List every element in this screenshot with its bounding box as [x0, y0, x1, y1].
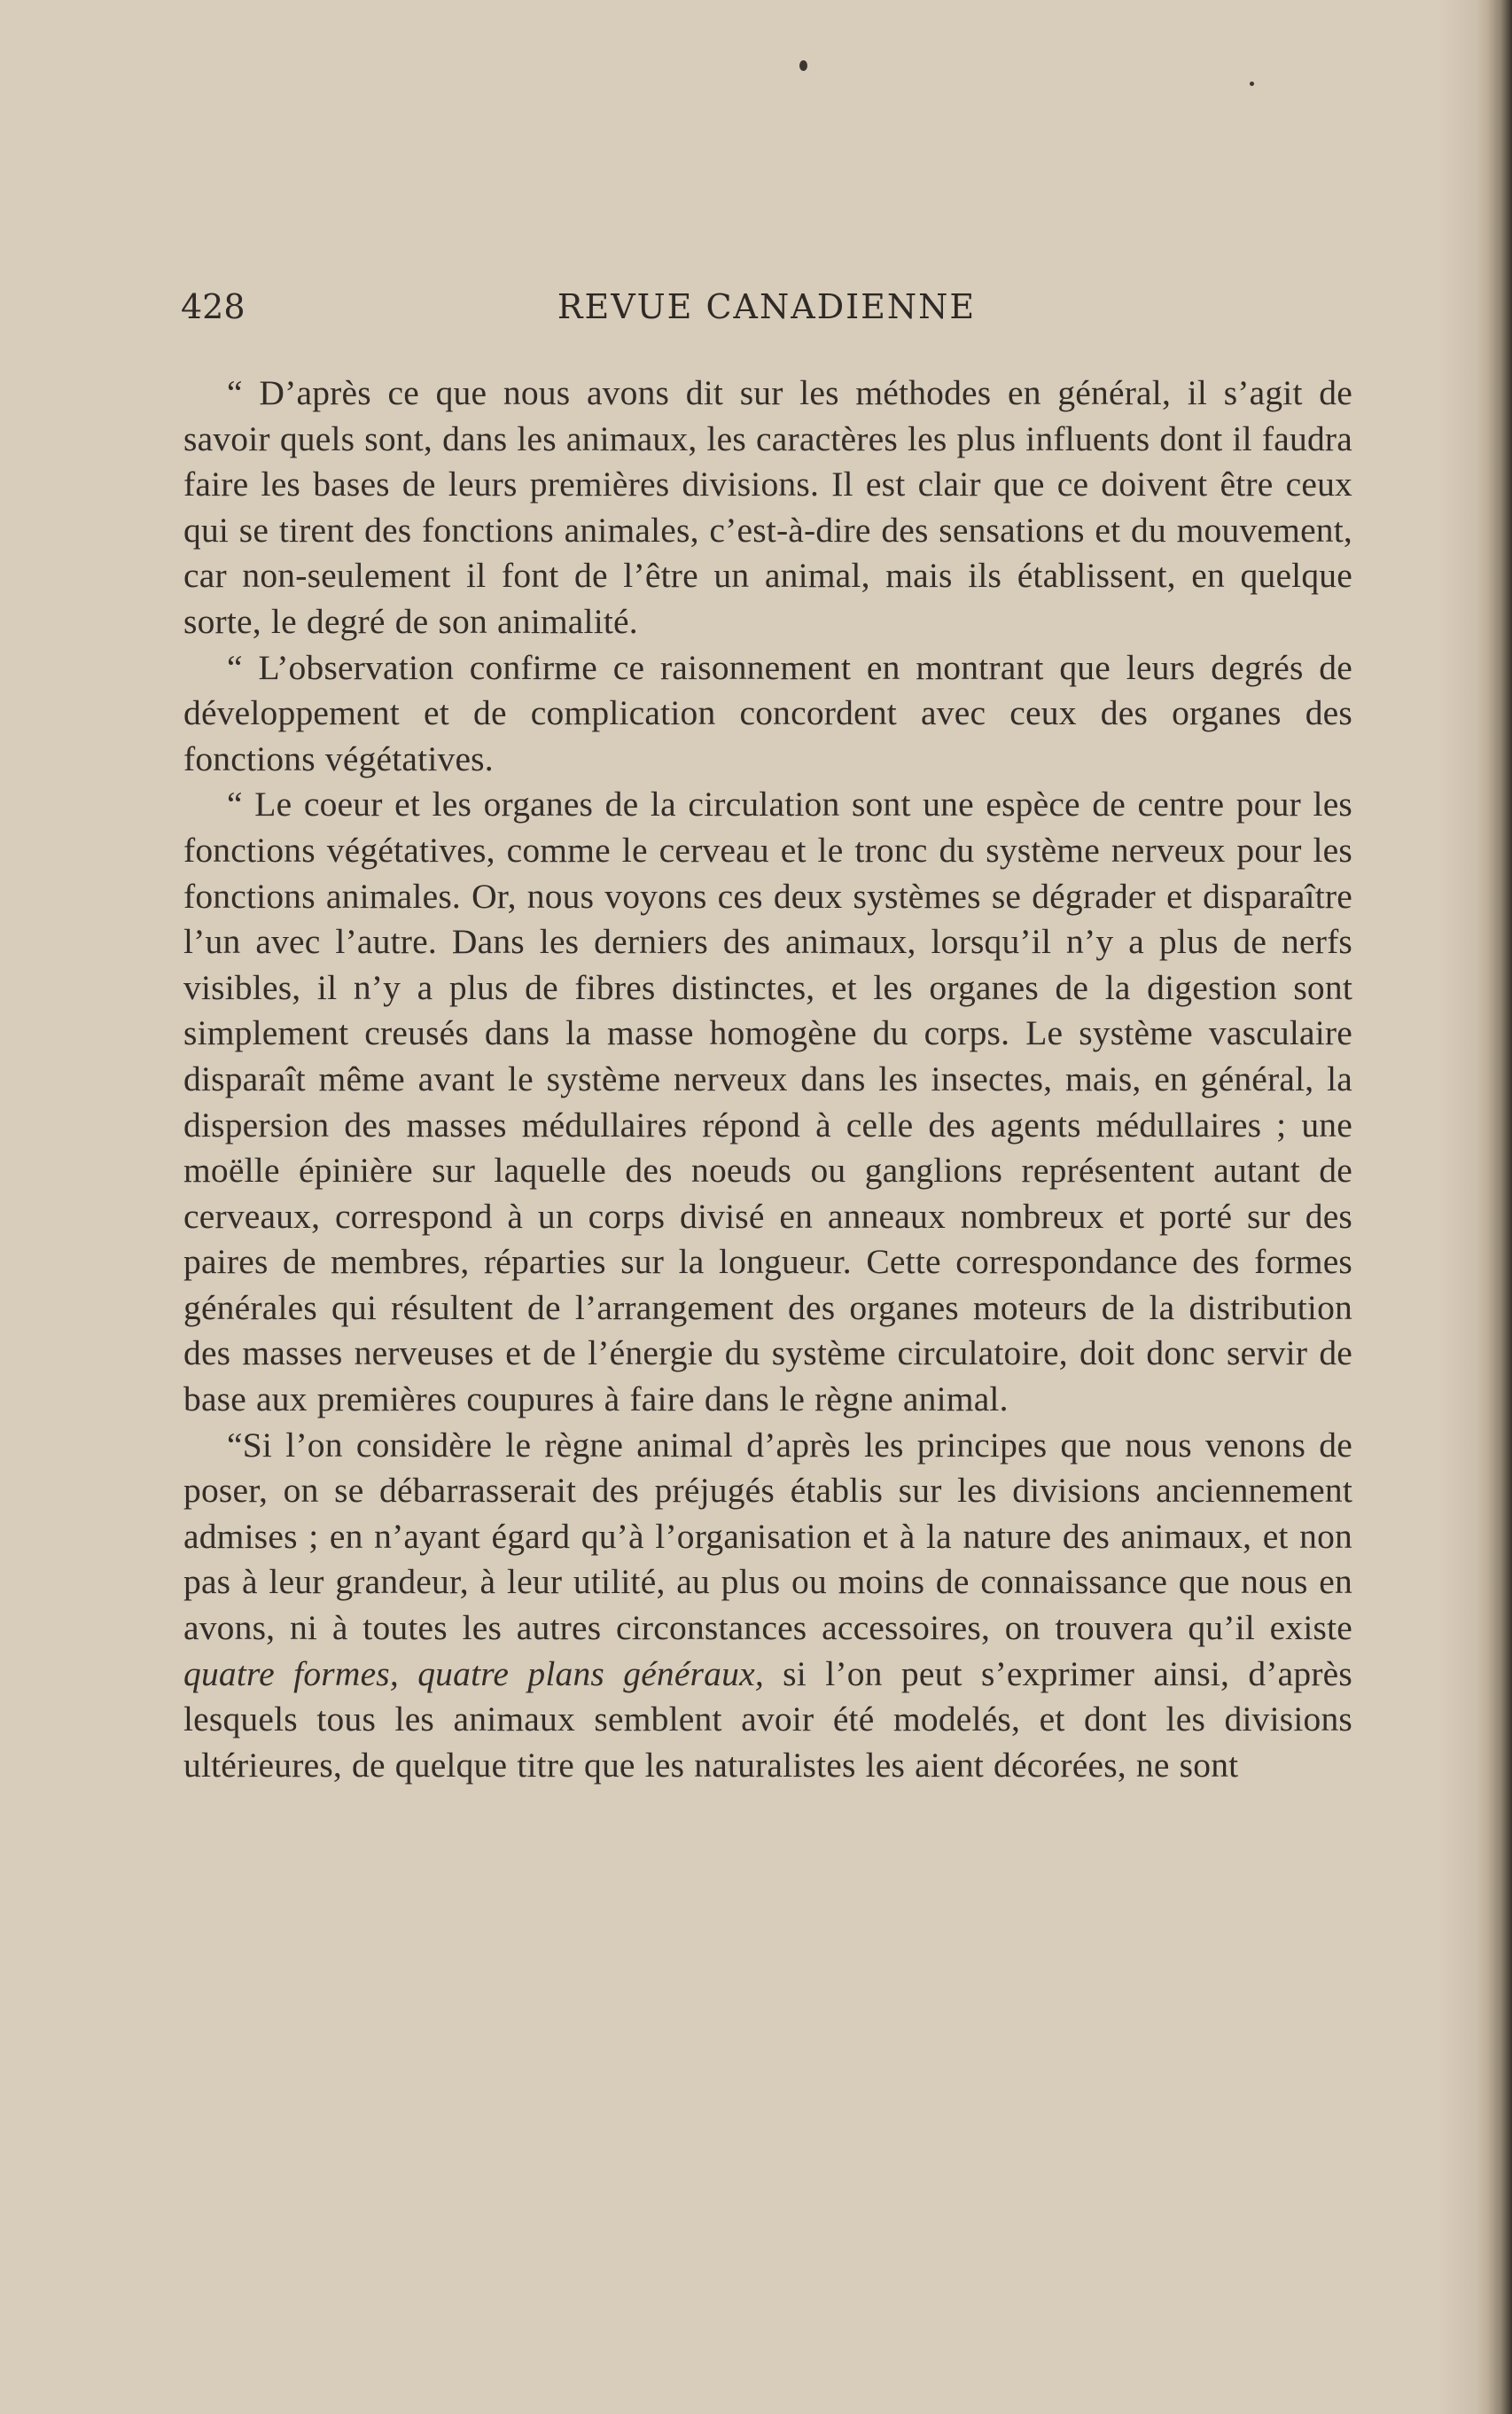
paragraph-4-text-start: “Si l’on considère le règne animal d’après les principes que nous venons de poser, on se débarrasserait des préjugés établis sur les divisions anciennement admises ; en n’ayant égard qu’à l’organisation et à la nature des animaux, et non pas à leur grandeur, à leur utilité, au plus ou moins de connaissance que nous en avons, ni à toutes les autres circonstances accessoires, on trouvera qu’il existe	[183, 1425, 1352, 1648]
paragraph-3: “ Le coeur et les organes de la circulation sont une espèce de centre pour les fonctions végétatives, comme le cerveau et le tronc du système nerveux pour les fonctions animales. Or, nous voyons ces deux systèmes se dégrader et disparaître l’un avec l’autre. Dans les derniers des animaux, lorsqu’il n’y a plus de nerfs visibles, il n’y a plus de fibres distinctes, et les organes de la digestion sont simplement creusés dans la masse homogène du corps. Le système vasculaire disparaît même avant le système nerveux dans les insectes, mais, en général, la dispersion des masses médullaires répond à celle des agents médullaires ; une moëlle épinière sur laquelle des noeuds ou ganglions représentent autant de cerveaux, correspond à un corps divisé en anneaux nombreux et porté sur des paires de membres, réparties sur la longueur. Cette correspondance des formes générales qui résultent de l’arrangement des organes moteurs de la distribution des masses nerveuses et de l’énergie du système circulatoire, doit donc servir de base aux premières coupures à faire dans le règne animal.	[183, 785, 1352, 1419]
paragraph-1: “ D’après ce que nous avons dit sur les méthodes en général, il s’agit de savoir quels sont, dans les animaux, les caractères les plus influents dont il faudra faire les bases de leurs premières divisions. Il est clair que ce doivent être ceux qui se tirent des fonctions animales, c’est-à-dire des sensations et du mouvement, car non-seulement il font de l’être un animal, mais ils établissent, en quelque sorte, le degré de son animalité.	[183, 373, 1352, 641]
paragraph-4-text-end: si l’on peut s’exprimer ainsi, d’après lesquels tous les animaux semblent avoir été modelés, et dont les divisions ultérieures, de quelque titre que les naturalistes les aient décorées, ne sont	[183, 1653, 1352, 1785]
paragraph-4	[183, 1423, 1352, 1789]
paragraph-2: “ L’observation confirme ce raisonnement en montrant que leurs degrés de développement et de complication concordent avec ceux des organes des fonctions végétatives.	[183, 647, 1352, 778]
ink-speck	[799, 60, 807, 71]
page-number: 428	[181, 287, 246, 326]
paragraph-4-italic-phrase: quatre formes, quatre plans généraux,	[183, 1653, 764, 1693]
binding-shadow	[1439, 0, 1475, 2414]
running-title: REVUE CANADIENNE	[557, 287, 977, 326]
article-body	[183, 371, 1352, 1788]
binding-edge	[1475, 0, 1512, 2414]
ink-speck	[1250, 82, 1254, 86]
page-header	[181, 280, 1352, 333]
